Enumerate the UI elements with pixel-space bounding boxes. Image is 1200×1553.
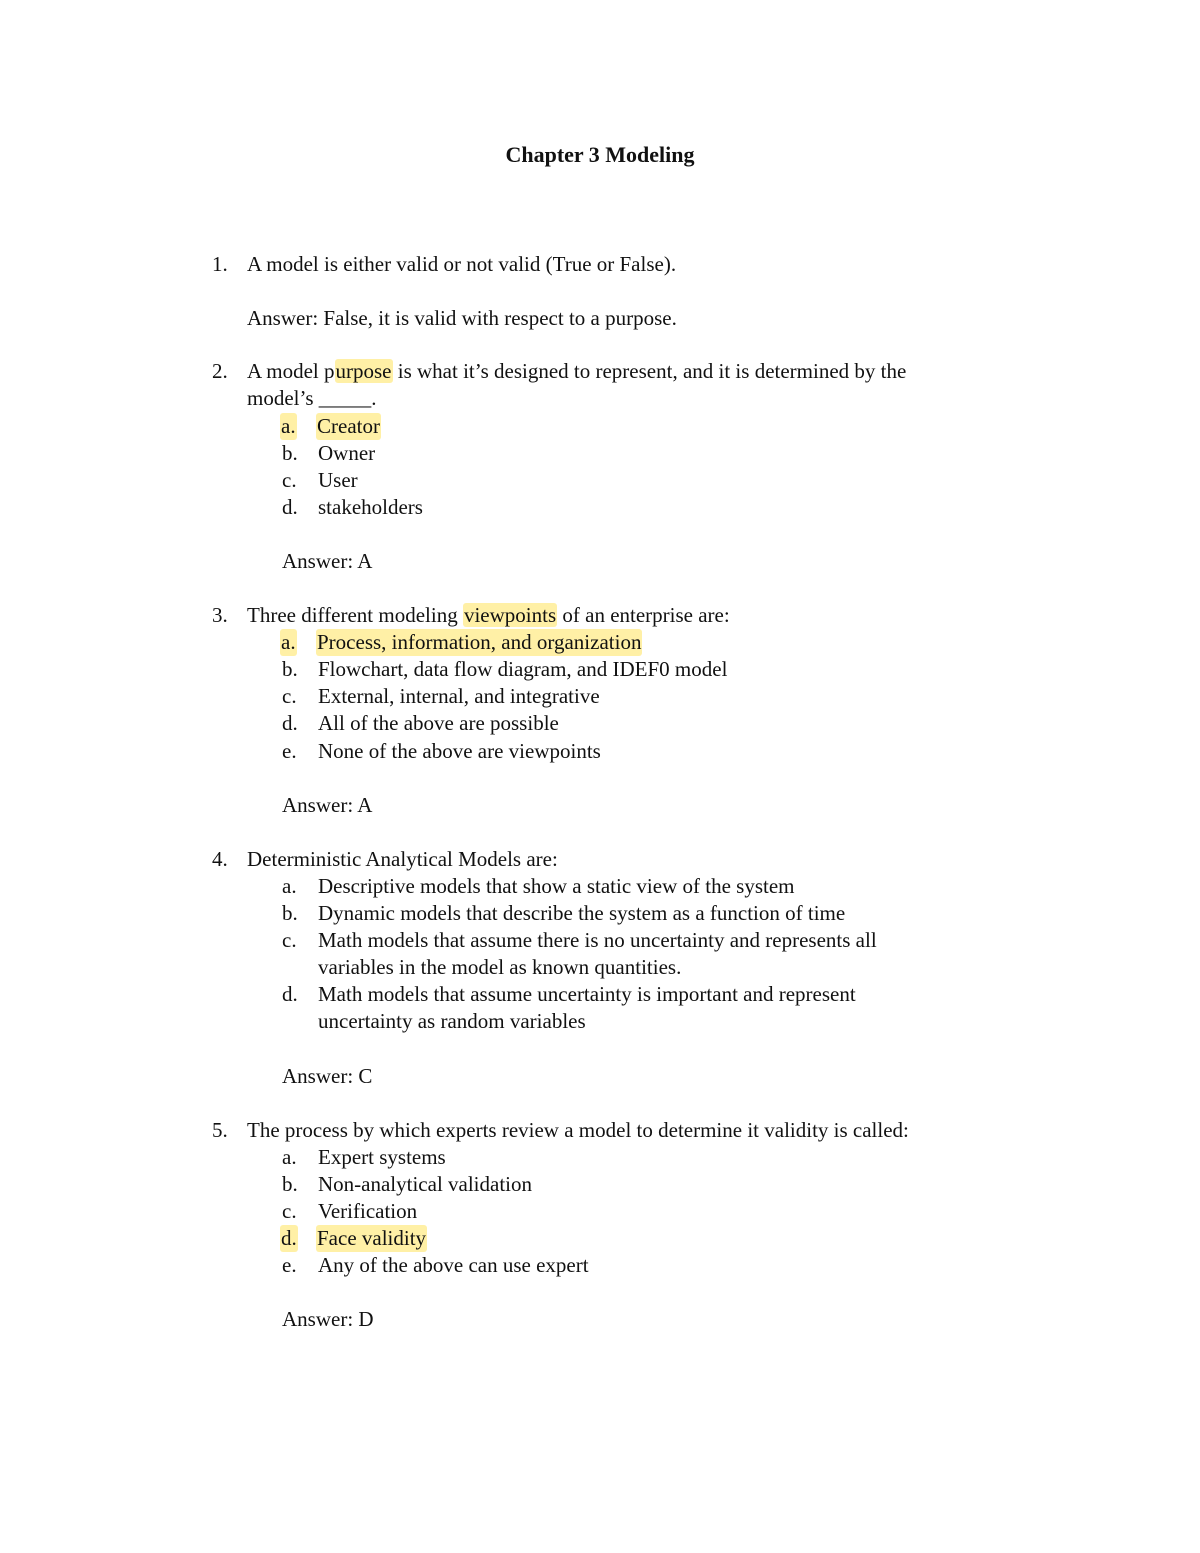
question-2-option-b-text: Owner xyxy=(318,441,376,465)
question-1-text: A model is either valid or not valid (True or False). xyxy=(247,252,677,276)
question-5-option-e-text: Any of the above can use expert xyxy=(318,1253,589,1277)
question-5-option-d-letter: d. xyxy=(281,1226,297,1250)
question-2-text-after: is what it’s designed to represent, and it is determined by the xyxy=(392,359,907,383)
question-3-option-e-text: None of the above are viewpoints xyxy=(318,739,601,763)
question-4-option-c-letter: c. xyxy=(282,928,297,952)
question-5-option-a-letter: a. xyxy=(282,1145,297,1169)
question-4-option-d-text: Math models that assume uncertainty is important and represent xyxy=(318,982,856,1006)
question-2-option-a-text: Creator xyxy=(317,414,380,438)
question-5-number: 5. xyxy=(212,1118,228,1142)
question-2-text xyxy=(247,358,906,385)
question-5-option-d-text: Face validity xyxy=(317,1226,427,1250)
question-1-number: 1. xyxy=(212,252,228,276)
question-5-option-b-text: Non-analytical validation xyxy=(318,1172,533,1196)
question-3-option-e-letter: e. xyxy=(282,739,297,763)
question-5-option-c-text: Verification xyxy=(318,1199,418,1223)
question-5-option-c-letter: c. xyxy=(282,1199,297,1223)
question-2-answer: Answer: A xyxy=(282,549,373,573)
question-4-option-c-text-line2: variables in the model as known quantities. xyxy=(318,955,682,979)
question-2-text-line2: model’s _____. xyxy=(247,386,377,410)
question-4-number: 4. xyxy=(212,847,228,871)
question-3-option-c-letter: c. xyxy=(282,684,297,708)
question-3-answer: Answer: A xyxy=(282,793,373,817)
question-3-number: 3. xyxy=(212,603,228,627)
question-3-option-d-letter: d. xyxy=(282,711,298,735)
question-2-highlight: urpose xyxy=(335,359,392,383)
question-2-option-a-letter: a. xyxy=(281,414,296,438)
question-4-option-d-text-line2: uncertainty as random variables xyxy=(318,1009,586,1033)
page-title: Chapter 3 Modeling xyxy=(505,142,695,167)
question-3-option-c-text: External, internal, and integrative xyxy=(318,684,600,708)
question-5-option-b-letter: b. xyxy=(282,1172,298,1196)
question-5-text: The process by which experts review a model to determine it validity is called: xyxy=(247,1118,909,1142)
question-2-option-b-letter: b. xyxy=(282,441,298,465)
question-2-option-d-text: stakeholders xyxy=(318,495,423,519)
question-3-text-after: of an enterprise are: xyxy=(557,603,730,627)
question-3-text xyxy=(247,602,730,629)
question-3-option-b-text: Flowchart, data flow diagram, and IDEF0 model xyxy=(318,657,728,681)
question-5-option-e-letter: e. xyxy=(282,1253,297,1277)
question-3-option-b-letter: b. xyxy=(282,657,298,681)
question-4-option-d-letter: d. xyxy=(282,982,298,1006)
question-5-answer: Answer: D xyxy=(282,1307,374,1331)
question-4-option-c-text: Math models that assume there is no uncertainty and represents all xyxy=(318,928,877,952)
question-3-option-a-letter: a. xyxy=(281,630,296,654)
question-1-answer: Answer: False, it is valid with respect to a purpose. xyxy=(247,306,677,330)
question-4-answer: Answer: C xyxy=(282,1064,373,1088)
question-4-option-b-letter: b. xyxy=(282,901,298,925)
question-2-option-c-text: User xyxy=(318,468,358,492)
question-3-option-a-text: Process, information, and organization xyxy=(317,630,642,654)
question-4-option-b-text: Dynamic models that describe the system as a function of time xyxy=(318,901,846,925)
question-5-option-a-text: Expert systems xyxy=(318,1145,446,1169)
question-2-option-c-letter: c. xyxy=(282,468,297,492)
question-2-option-d-letter: d. xyxy=(282,495,298,519)
question-4-option-a-letter: a. xyxy=(282,874,297,898)
question-3-option-d-text: All of the above are possible xyxy=(318,711,559,735)
question-2-number: 2. xyxy=(212,359,228,383)
question-4-option-a-text: Descriptive models that show a static view of the system xyxy=(318,874,795,898)
question-3-text-before: Three different modeling xyxy=(247,603,463,627)
question-3-highlight: viewpoints xyxy=(463,603,557,627)
question-4-text: Deterministic Analytical Models are: xyxy=(247,847,558,871)
question-2-text-before: A model p xyxy=(247,359,335,383)
